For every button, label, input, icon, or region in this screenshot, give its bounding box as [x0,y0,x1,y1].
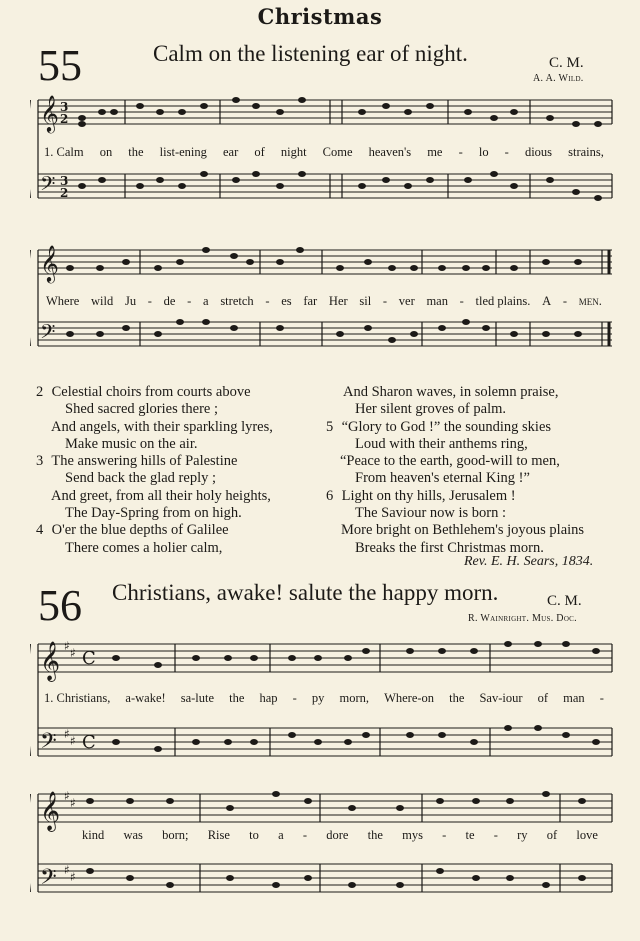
hymn-56-line-1-lyrics [44,691,604,706]
verse-text: O'er the blue depths of Galilee [51,522,229,539]
svg-text:♯: ♯ [70,646,76,660]
verse-line: Send back the glad reply ; [65,470,216,487]
svg-text:C: C [82,648,96,669]
verse-number: 2 [36,384,44,400]
lyric-syllable: sa-lute [180,691,215,705]
hymn-56-composer: R. Wainright. Mus. Doc. [468,613,577,624]
verse-text: The answering hills of Palestine [51,453,238,470]
svg-text:C: C [82,732,96,753]
hymn-55-line-2-lyrics [46,294,602,309]
lyric-syllable: the [449,691,465,705]
verse-line: And angels, with their sparkling lyres, [51,418,273,435]
lyric-syllable: ver [398,294,415,308]
svg-text:𝄢: 𝄢 [40,320,56,348]
lyric-syllable: Where-on [384,691,435,705]
lyric-syllable: 1. Christians, [44,691,111,705]
lyric-syllable: kind [82,828,105,842]
lyric-syllable: Ju [124,294,137,308]
verse-line: And greet, from all their holy heights, [51,487,271,504]
lyric-syllable: far [303,294,318,308]
hymn-55-author: Rev. E. H. Sears, 1834. [464,554,594,569]
verse-text: Light on thy hills, Jerusalem ! [341,487,516,504]
verse-line: And Sharon waves, in solemn praise, [343,384,559,400]
lyric-syllable: sil [359,294,372,308]
lyric-syllable: es [281,294,292,308]
svg-text:𝄞: 𝄞 [40,94,59,132]
svg-text:𝄢: 𝄢 [40,865,57,895]
svg-text:♯: ♯ [64,789,70,803]
lyric-syllable: ry [517,828,528,842]
section-title: Christmas [257,4,383,29]
lyric-syllable: man [426,294,448,308]
verse-line: Loud with their anthems ring, [355,435,528,452]
svg-text:♯: ♯ [70,734,76,748]
lyric-syllable: of [537,691,549,705]
lyric-syllable: ear [222,145,239,159]
verse-line: Breaks the first Christmas morn. [355,539,544,556]
verse-line [36,453,326,470]
verse-line [36,384,326,401]
lyric-syllable: of [546,828,558,842]
lyric-syllable: the [229,691,245,705]
svg-text:𝄞: 𝄞 [40,641,61,681]
hymn-56-line-2-lyrics [82,828,598,843]
lyric-syllable: - [599,691,604,705]
lyric-syllable: - [493,828,498,842]
hymn-55-verses-right [326,384,616,557]
lyric-syllable: lo [478,145,489,159]
lyric-syllable: born; [162,828,189,842]
verse-number: 3 [36,453,44,470]
lyric-syllable: Rise [207,828,230,842]
hymn-55-number: 55 [38,41,82,90]
hymn-56-title: Christians, awake! salute the happy morn. [112,580,499,605]
svg-text:♯: ♯ [70,796,76,810]
hymn-55-title: Calm on the listening ear of night. [153,41,468,66]
lyric-syllable: heaven's [368,145,412,159]
lyric-syllable: on [99,145,113,159]
lyric-syllable: Sav-iour [479,691,523,705]
lyric-syllable: - [147,294,152,308]
lyric-syllable: the [128,145,144,159]
lyric-syllable: morn, [339,691,369,705]
lyric-syllable: list-ening [159,145,207,159]
lyric-syllable: - [265,294,270,308]
lyric-syllable: A [542,294,552,308]
lyric-syllable: a [203,294,209,308]
lyric-syllable: me [427,145,443,159]
lyric-syllable: - [562,294,568,308]
lyric-syllable: strains, [568,145,604,159]
hymn-55-line-1-lyrics [44,145,604,160]
svg-text:𝄞: 𝄞 [40,791,61,831]
verse-number: 5 [326,418,334,435]
lyric-syllable: - [302,828,307,842]
verse-line: Shed sacred glories there ; [65,401,219,418]
hymn-55-composer: A. A. Wild. [533,73,584,84]
lyric-syllable: night [280,145,307,159]
svg-text:♯: ♯ [64,863,70,877]
hymn-56-number: 56 [38,581,82,630]
lyric-syllable: men. [578,294,602,308]
lyric-syllable: tled plains. [475,294,531,308]
hymn-56-meter: C. M. [547,593,582,609]
lyric-syllable: mys [402,828,423,842]
lyric-syllable: - [459,294,464,308]
verse-number: 4 [36,522,44,539]
svg-text:♯: ♯ [64,727,70,741]
lyric-syllable: man [563,691,585,705]
hymn-56-system-2 [30,778,615,908]
lyric-syllable: was [123,828,143,842]
lyric-syllable: Her [328,294,348,308]
svg-text:𝄞: 𝄞 [40,244,59,282]
svg-text:3: 3 [60,100,69,114]
verse-line [326,488,616,505]
verse-line: There comes a holier calm, [65,539,223,556]
verse-text: “Glory to God !” the sounding skies [341,418,552,435]
lyric-syllable: hap [259,691,278,705]
lyric-syllable: a-wake! [125,691,166,705]
verse-number: 6 [326,487,334,504]
verse-line: The Day-Spring from on high. [65,505,242,522]
verse-line: Her silent groves of palm. [355,401,507,418]
svg-text:2: 2 [60,112,69,126]
lyric-syllable: of [254,145,265,159]
hymn-55-meter: C. M. [549,55,584,71]
lyric-syllable: love [576,828,598,842]
verse-text: Celestial choirs from courts above [51,384,251,400]
lyric-syllable: - [442,828,447,842]
lyric-syllable: te [465,828,475,842]
verse-line [36,522,326,539]
svg-text:𝄢: 𝄢 [40,172,56,200]
lyric-syllable: to [249,828,259,842]
lyric-syllable: dore [326,828,349,842]
lyric-syllable: - [504,145,509,159]
svg-text:2: 2 [60,186,69,200]
lyric-syllable: stretch [220,294,254,308]
svg-text:♯: ♯ [64,639,70,653]
verse-line [326,419,616,436]
verse-line: “Peace to the earth, good-will to men, [340,453,560,470]
lyric-syllable: - [458,145,463,159]
lyric-syllable: dious [524,145,553,159]
svg-text:♯: ♯ [70,870,76,884]
hymn-55-verses-left [36,384,326,557]
lyric-syllable: Come [322,145,353,159]
lyric-syllable: - [382,294,388,308]
svg-text:𝄢: 𝄢 [40,729,57,759]
lyric-syllable: Where [46,294,80,308]
verse-line: From heaven's eternal King !” [355,470,530,487]
verse-line: More bright on Bethlehem's joyous plains [341,522,585,539]
lyric-syllable: - [187,294,192,308]
lyric-syllable: wild [91,294,114,308]
lyric-syllable: - [292,691,297,705]
lyric-syllable: a [278,828,284,842]
verse-line: The Saviour now is born : [355,505,507,522]
svg-text:3: 3 [60,174,69,188]
verse-line: Make music on the air. [65,435,198,452]
lyric-syllable: de [163,294,176,308]
lyric-syllable: 1. Calm [44,145,84,159]
lyric-syllable: py [311,691,325,705]
lyric-syllable: the [367,828,383,842]
